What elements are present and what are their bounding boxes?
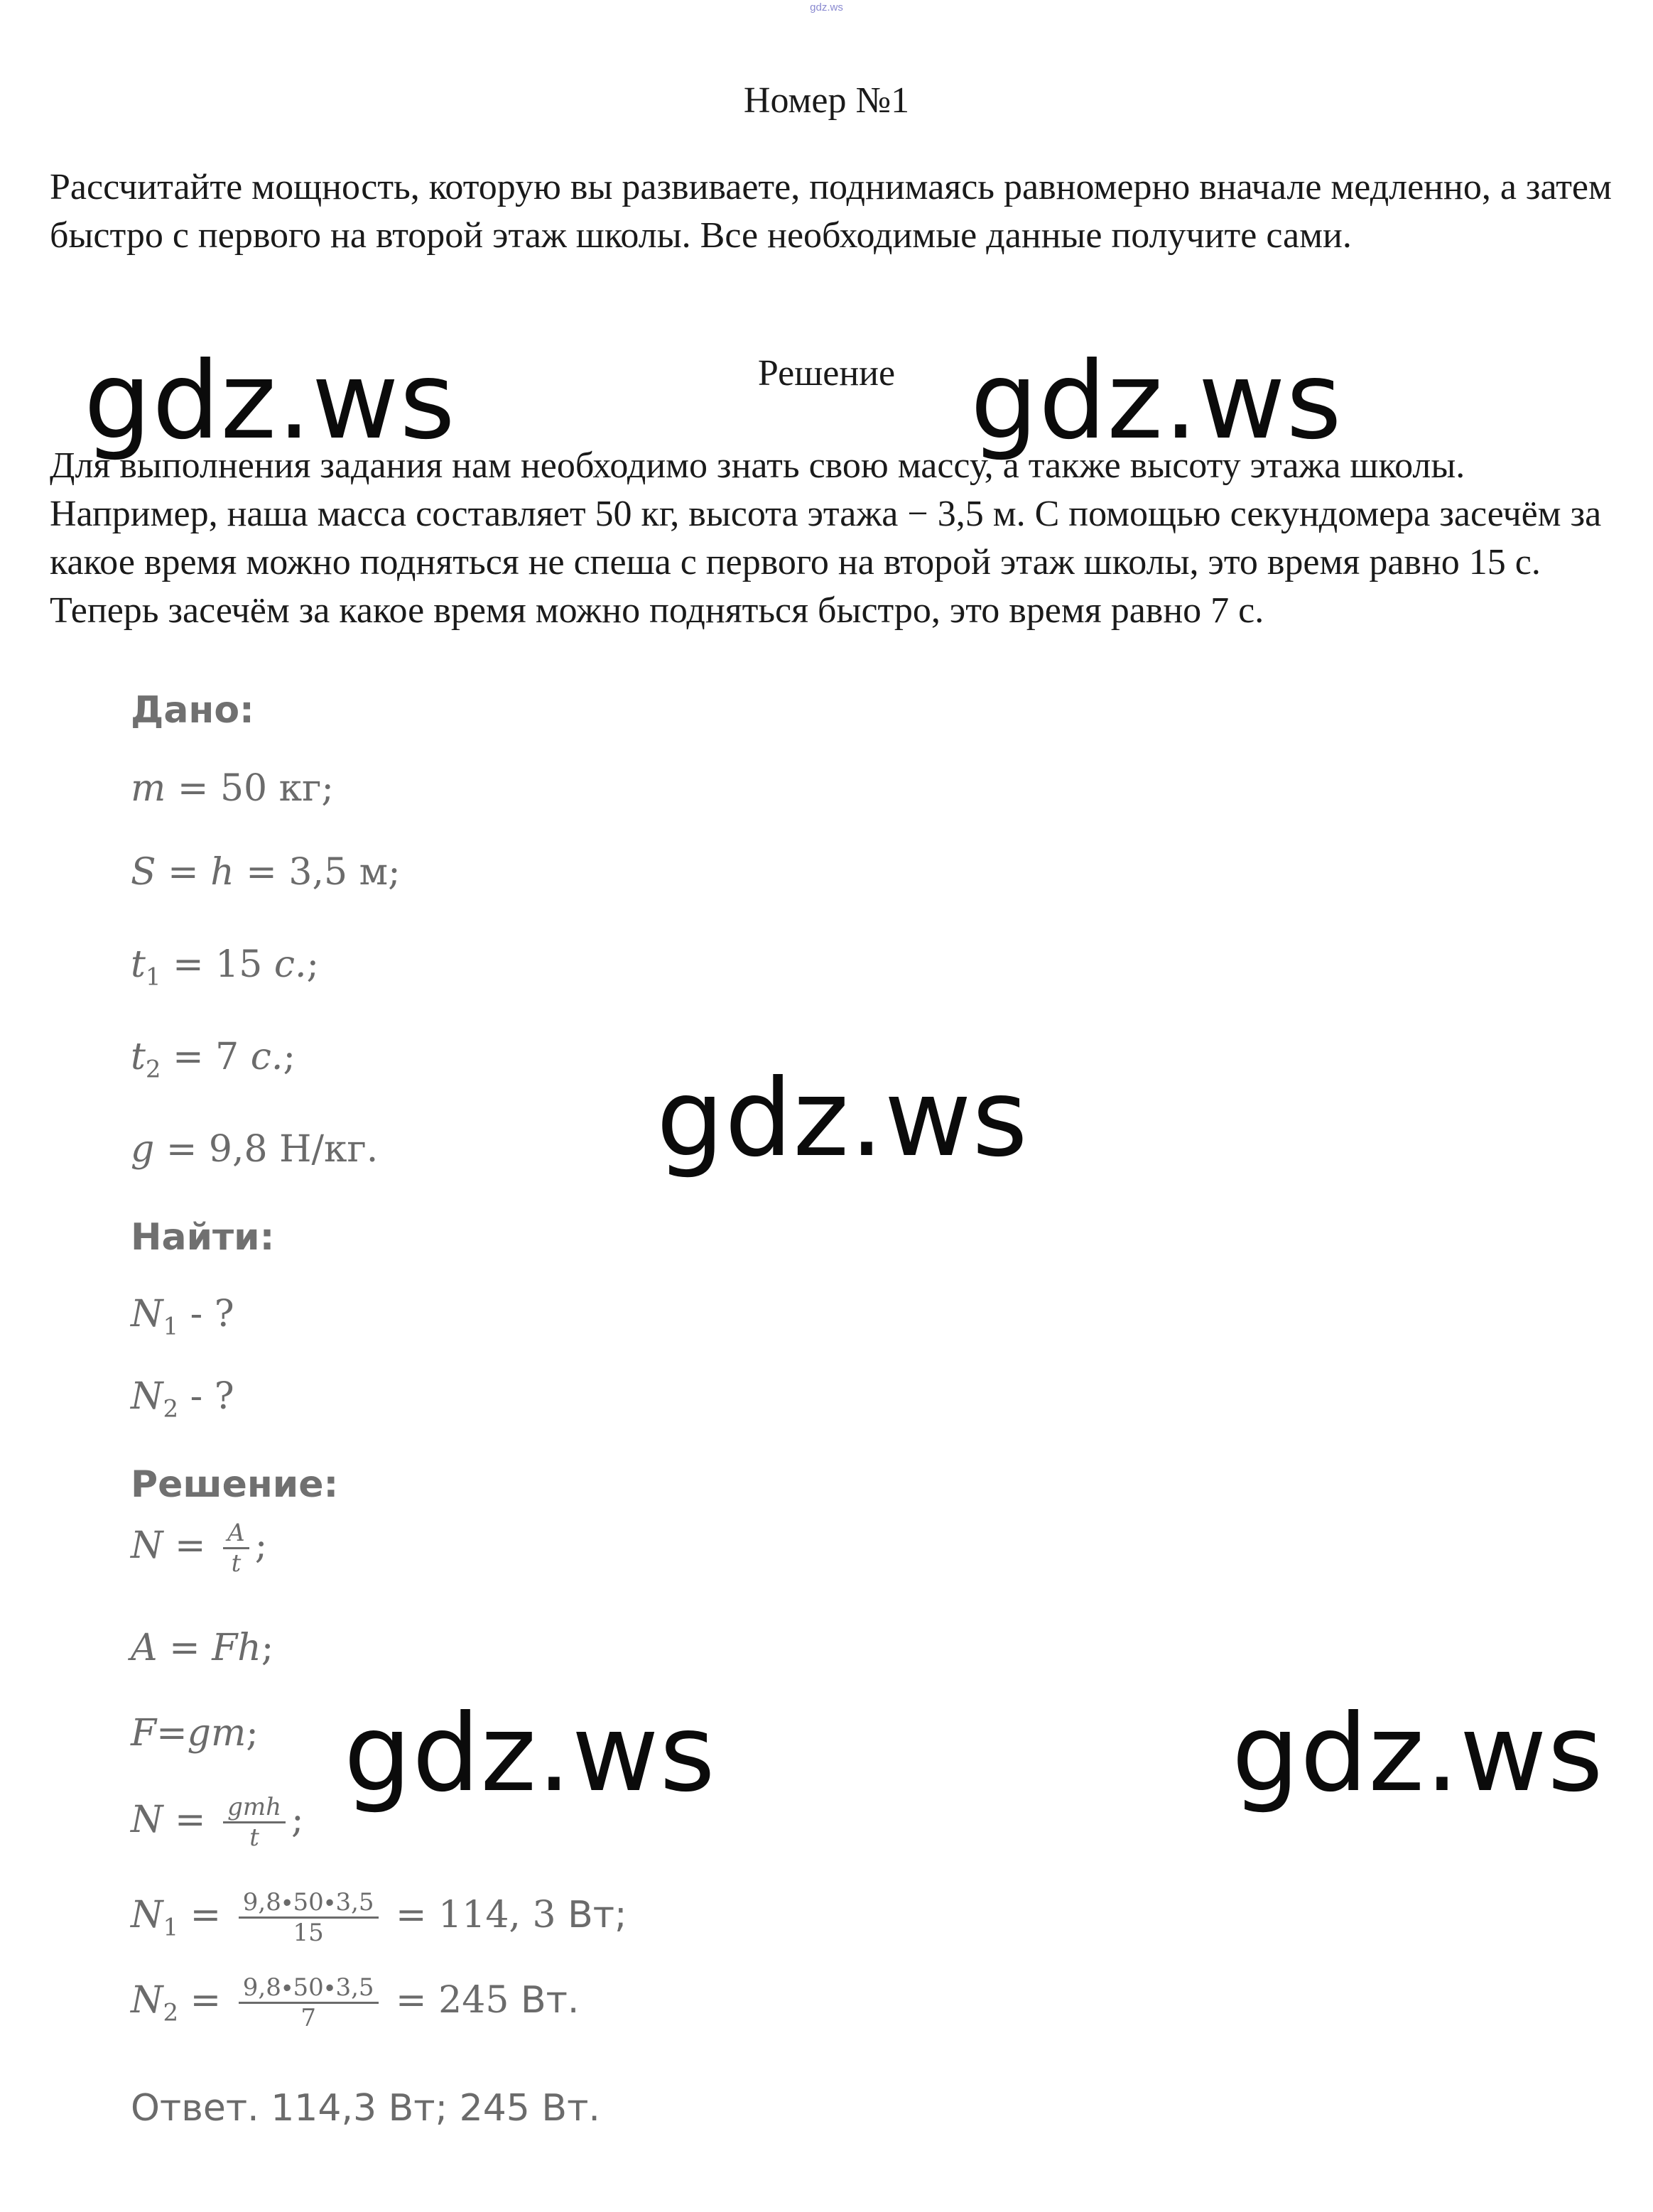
formula3-end: ; (246, 1712, 259, 1755)
formula-power-1-result (131, 1888, 627, 1947)
answer-text: Ответ. 114,3 Вт; 245 Вт. (131, 2087, 600, 2130)
formula6-subscript: 2 (163, 1998, 179, 2027)
power2-question: - ? (178, 1375, 234, 1418)
formula6-fraction (239, 1973, 379, 2032)
formula-power (131, 1519, 267, 1578)
time2-value: = 7 (161, 1036, 251, 1078)
time1-unit: c. (273, 943, 307, 986)
formula-power-expanded (131, 1793, 304, 1852)
formula5-unit: Вт; (555, 1894, 627, 1936)
watermark-top-right: gdz.ws (970, 340, 1343, 463)
watermark-center: gdz.ws (656, 1057, 1029, 1181)
formula5-fraction (239, 1888, 379, 1947)
formula1-numerator: A (223, 1519, 249, 1549)
watermark-bottom-left: gdz.ws (344, 1692, 716, 1816)
formula5-subscript: 1 (163, 1913, 179, 1942)
solution-label: Решение: (131, 1463, 339, 1506)
formula6-numerator: 9,8∙50∙3,5 (239, 1973, 379, 2004)
formula1-denominator: t (231, 1549, 242, 1578)
given-time-1 (131, 943, 319, 991)
time2-subscript: 2 (145, 1055, 161, 1084)
formula5-result: = 114, 3 (384, 1894, 556, 1936)
power2-symbol: N (131, 1375, 163, 1418)
formula4-end: ; (291, 1799, 304, 1841)
formula6-eq: = (178, 1979, 233, 2022)
given-gravity (131, 1128, 378, 1171)
height-symbol: h (210, 851, 234, 894)
gravity-value: = 9,8 Н/кг. (154, 1128, 379, 1171)
time2-symbol: t (131, 1036, 146, 1078)
formula5-lhs: N (131, 1894, 163, 1936)
formula1-lhs: N (131, 1524, 163, 1567)
formula5-numerator: 9,8∙50∙3,5 (239, 1888, 379, 1919)
watermark-top-left: gdz.ws (84, 340, 456, 463)
given-label: Дано: (131, 689, 254, 732)
formula3-lhs: F (131, 1712, 157, 1755)
given-mass (131, 767, 334, 810)
watermark-bottom-right: gdz.ws (1232, 1692, 1604, 1816)
power1-symbol: N (131, 1293, 163, 1335)
formula2-eq: = (157, 1627, 212, 1669)
top-watermark-small: gdz.ws (810, 1, 843, 13)
explanation-text: Для выполнения задания нам необходимо знать свою массу, а также высоту этажа школы. Например, наша масса составляет 50 кг, высота этажа − 3,5 м. С помощью секундомера засечём за какое время можно подняться не спеша с первого на второй этаж школы, это время равно 15 с. Теперь засечём за какое время можно подняться быстро, это время равно 7 с. (50, 445, 1602, 631)
height-value: = 3,5 м; (234, 851, 401, 894)
power2-subscript: 2 (163, 1394, 179, 1424)
time2-end: ; (283, 1036, 296, 1078)
given-time-2 (131, 1036, 296, 1083)
time1-subscript: 1 (145, 963, 161, 992)
power1-subscript: 1 (163, 1312, 179, 1341)
formula-work (131, 1627, 273, 1669)
page-title: Номер №1 (743, 80, 910, 121)
formula4-numerator: gmh (223, 1793, 286, 1823)
height-equals: = (156, 851, 211, 894)
formula2-rhs: Fh (212, 1627, 261, 1669)
time1-symbol: t (131, 943, 146, 986)
find-power-2 (131, 1375, 234, 1423)
time2-unit: c. (250, 1036, 283, 1078)
formula2-lhs: A (131, 1627, 158, 1669)
formula1-end: ; (254, 1524, 268, 1567)
formula4-denominator: t (249, 1823, 259, 1852)
problem-text: Рассчитайте мощность, которую вы развиваете, поднимаясь равномерно вначале медленно, а затем быстро с первого на второй этаж школы. Все необходимые данные получите сами. (50, 167, 1612, 256)
formula6-lhs: N (131, 1979, 163, 2022)
formula5-eq: = (178, 1894, 233, 1936)
path-symbol: S (131, 851, 156, 894)
formula4-lhs: N (131, 1799, 163, 1841)
formula4-eq: = (163, 1799, 218, 1841)
formula2-end: ; (261, 1627, 274, 1669)
formula4-fraction (223, 1793, 286, 1852)
formula3-rhs: gm (187, 1712, 246, 1755)
formula5-denominator: 15 (293, 1919, 324, 1947)
mass-value: = 50 кг; (166, 767, 334, 810)
formula-force (131, 1712, 259, 1755)
formula6-unit: Вт. (509, 1979, 580, 2022)
power1-question: - ? (178, 1293, 234, 1335)
gravity-symbol: g (131, 1128, 155, 1171)
formula1-fraction (223, 1519, 249, 1578)
formula1-eq: = (163, 1524, 218, 1567)
time1-value: = 15 (161, 943, 274, 986)
given-height (131, 851, 401, 894)
formula3-eq: = (156, 1712, 188, 1755)
find-label: Найти: (131, 1216, 275, 1259)
mass-symbol: m (131, 767, 166, 810)
formula6-denominator: 7 (300, 2004, 316, 2032)
solution-heading: Решение (757, 353, 896, 394)
formula6-result: = 245 (384, 1979, 509, 2022)
find-power-1 (131, 1293, 234, 1340)
formula-power-2-result (131, 1973, 579, 2032)
time1-end: ; (306, 943, 320, 986)
